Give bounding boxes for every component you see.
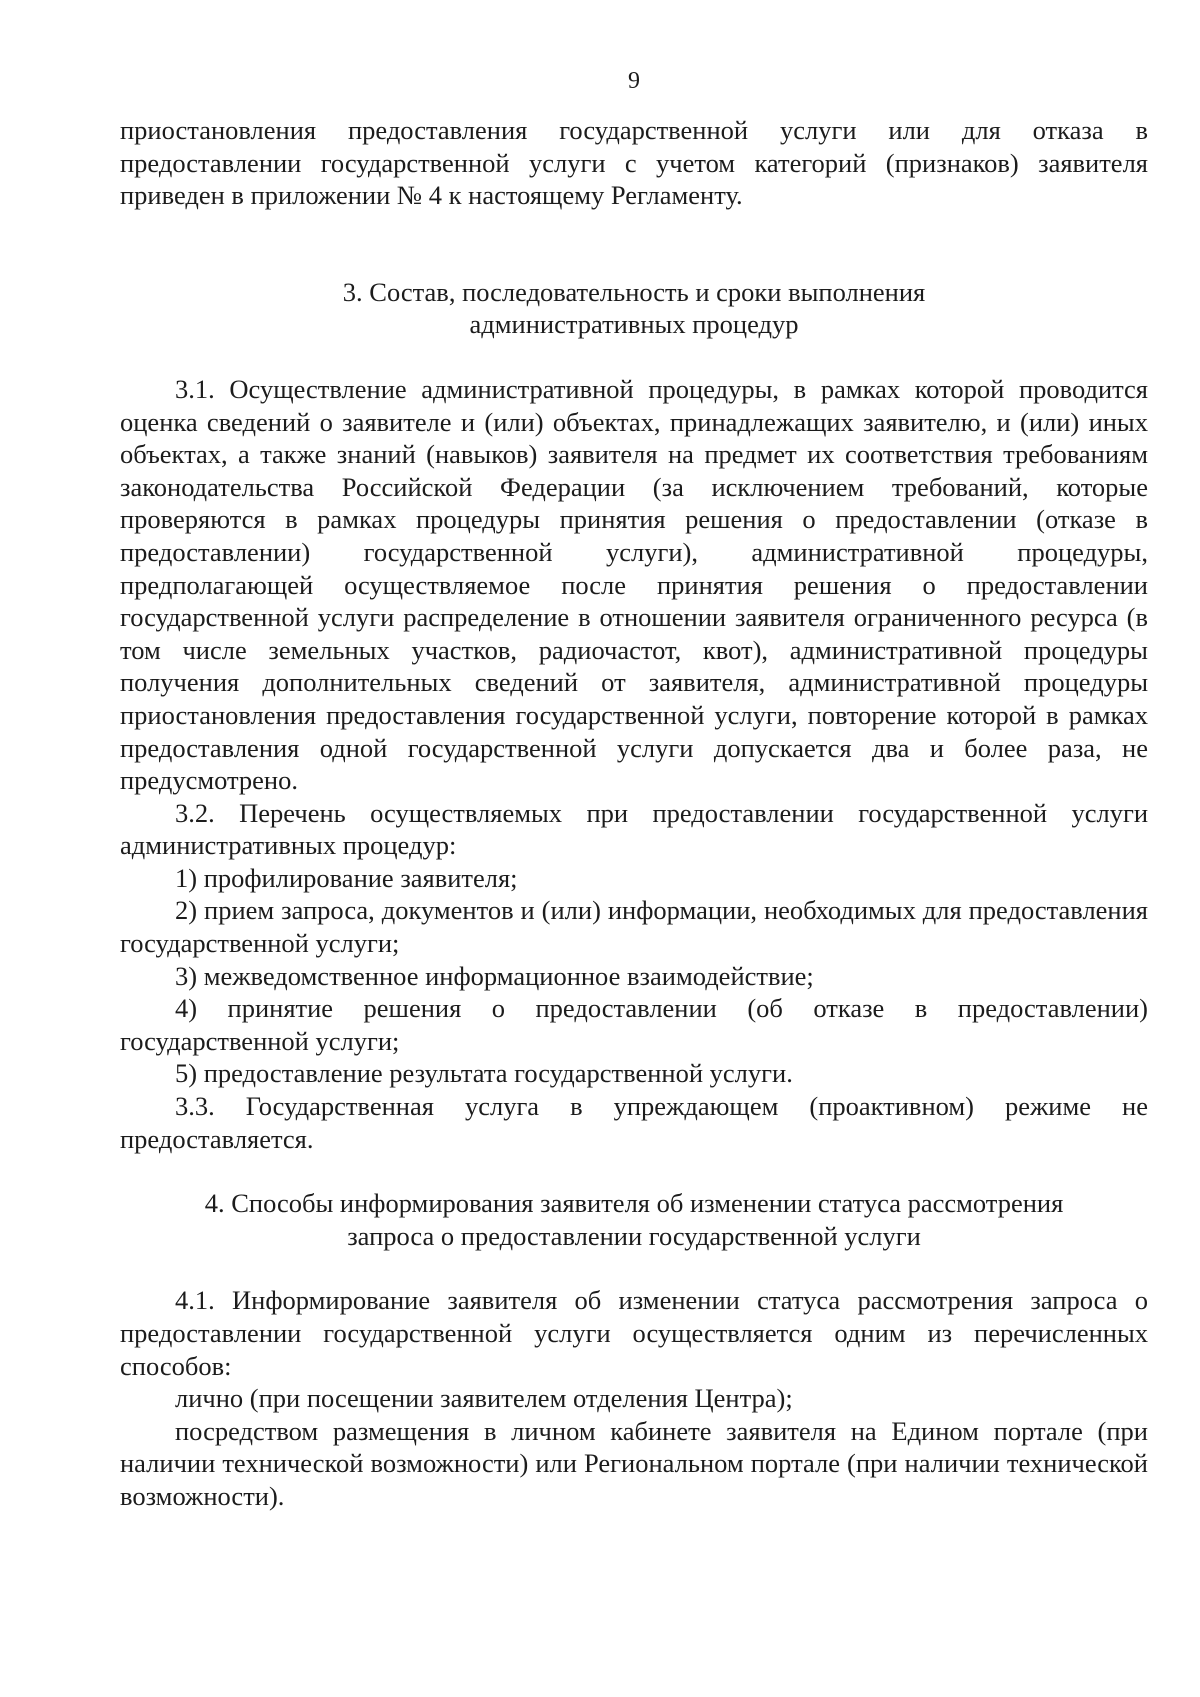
document-body xyxy=(120,114,1148,1513)
paragraph-4-1: 4.1. Информирование заявителя об изменении статуса рассмотрения запроса о предоставлении государственной услуги осуществляется одним из перечисленных способов: xyxy=(120,1285,1148,1381)
intro-paragraph: приостановления предоставления государственной услуги или для отказа в предоставлении государственной услуги с учетом категорий (признаков) заявителя приведен в приложении № 4 к настоящему Регламенту. xyxy=(120,115,1148,211)
section-3-heading xyxy=(120,276,1148,341)
section-3-heading-line-2: административных процедур xyxy=(469,309,799,340)
section-4-heading-line-2: запроса о предоставлении государственной услуги xyxy=(347,1220,921,1251)
method-personal-account: посредством размещения в личном кабинете заявителя на Едином портале (при наличии технической возможности) или Региональном портале (при наличии технической возможности). xyxy=(120,1415,1148,1511)
paragraph-3-3: 3.3. Государственная услуга в упреждающем (проактивном) режиме не предоставляется. xyxy=(120,1091,1148,1154)
section-4-heading xyxy=(120,1187,1148,1252)
paragraph-3-1: 3.1. Осуществление административной процедуры, в рамках которой проводится оценка сведений о заявителе и (или) объектах, принадлежащих заявителю, и (или) иных объектах, а также знаний (навыков) заявителя на предмет их соответствия требованиям законодательства Российской Федерации (за исключением требований, которые проверяются в рамках процедуры принятия решения о предоставлении (отказе в предоставлении) государственной услуги), административной процедуры, предполагающей осуществляемое после принятия решения о предоставлении государственной услуги распределение в отношении заявителя ограниченного ресурса (в том числе земельных участков, радиочастот, квот), административной процедуры получения дополнительных сведений от заявителя, административной процедуры приостановления предоставления государственной услуги, повторение которой в рамках предоставления одной государственной услуги допускается два и более раза, не предусмотрено. xyxy=(120,373,1148,796)
section-4-heading-line-1: 4. Способы информирования заявителя об изменении статуса рассмотрения xyxy=(204,1188,1064,1219)
section-3-heading-line-1: 3. Состав, последовательность и сроки выполнения xyxy=(342,276,926,307)
page-number: 9 xyxy=(628,68,640,94)
list-item-3: 3) межведомственное информационное взаимодействие; xyxy=(175,960,814,991)
list-item-1: 1) профилирование заявителя; xyxy=(175,862,518,893)
list-item-5: 5) предоставление результата государственной услуги. xyxy=(175,1058,793,1089)
paragraph-3-2: 3.2. Перечень осуществляемых при предоставлении государственной услуги административных процедур: xyxy=(120,797,1148,861)
list-item-2: 2) прием запроса, документов и (или) информации, необходимых для предоставления государственной услуги; xyxy=(120,895,1148,959)
method-in-person: лично (при посещении заявителем отделения Центра); xyxy=(175,1383,793,1414)
list-item-4: 4) принятие решения о предоставлении (об отказе в предоставлении) государственной услуги; xyxy=(120,993,1148,1056)
